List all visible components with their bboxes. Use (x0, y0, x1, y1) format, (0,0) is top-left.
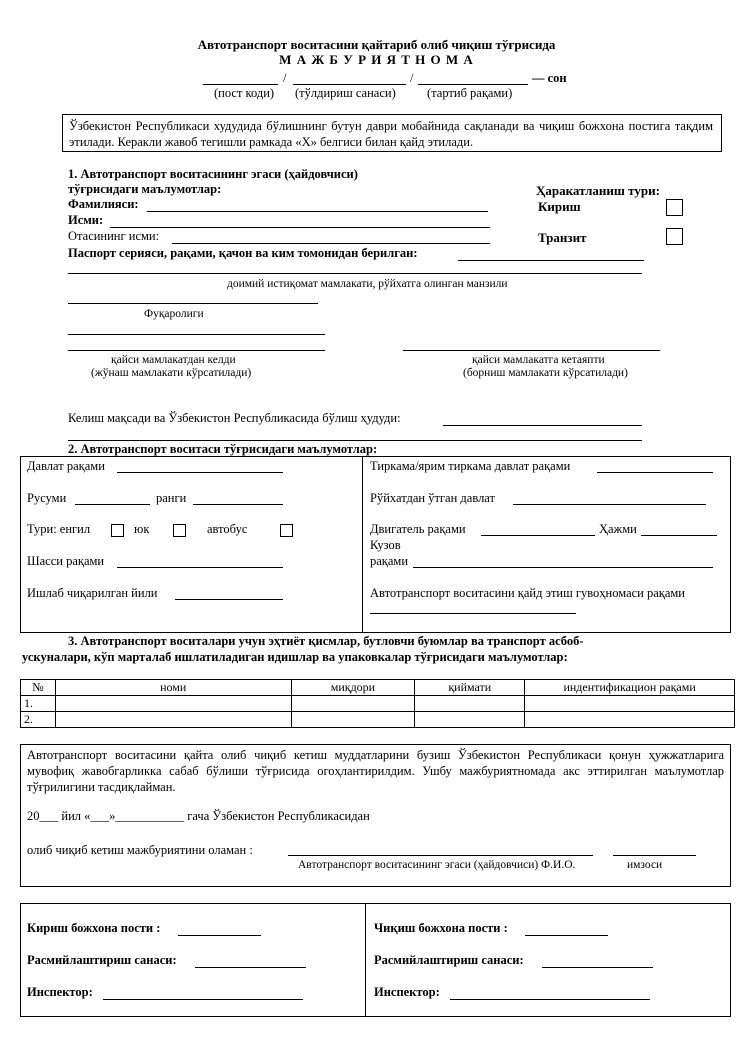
order-number-caption: (тартиб рақами) (427, 86, 513, 100)
volume-label: Ҳажми (599, 522, 637, 536)
col-value-header: қиймати (415, 680, 525, 696)
chassis-field[interactable] (117, 567, 283, 568)
body-number-field[interactable] (413, 567, 713, 568)
reg-country-field[interactable] (513, 504, 706, 505)
owner-name-field[interactable] (288, 855, 593, 856)
vehicle-type-label: Тури: енгил (27, 522, 91, 536)
to-country-field[interactable] (403, 350, 660, 351)
col-number-header: № (21, 680, 56, 696)
to-country-caption-2: (борниш мамлакати кўрсатилади) (463, 367, 628, 379)
bus-label: автобус (207, 522, 248, 536)
entry-inspector-field[interactable] (103, 999, 303, 1000)
purpose-label: Келиш мақсади ва Ўзбекистон Республикасида бўлиш ҳудуди: (68, 411, 401, 425)
fill-date-caption: (тўлдириш санаси) (295, 86, 396, 100)
exit-reg-date-label: Расмийлаштириш санаси: (374, 953, 524, 967)
body-number-label: рақами (370, 554, 409, 568)
post-code-caption: (пост коди) (214, 86, 275, 100)
trailer-field[interactable] (597, 472, 713, 473)
model-label: Русуми (27, 491, 67, 505)
from-country-field[interactable] (68, 334, 325, 335)
exit-inspector-field[interactable] (450, 999, 650, 1000)
year-field[interactable] (175, 599, 283, 600)
customs-box-divider (365, 903, 366, 1017)
exit-reg-date-field[interactable] (542, 967, 653, 968)
exit-inspector-label: Инспектор: (374, 985, 440, 999)
entry-post-label: Кириш божхона пости : (27, 921, 161, 935)
to-country-caption: қайси мамлакатга кетаяпти (472, 354, 605, 366)
passport-field-2[interactable] (68, 273, 642, 274)
oblige-text: олиб чиқиб кетиш мажбуриятини оламан : (27, 843, 253, 857)
declaration-text: Автотранспорт воситасини қайта олиб чиқиб кетиш муддатларини бузиш Ўзбекистон Республикаси қонун ҳужжатларига мувофиқ жавобгарликка сабаб бўлиши тўғрисида огоҳлантирилдим. Ушбу мажбуриятномада акс эттирилган маълумотлар тўғрилигини тасдиқлайман. (27, 748, 724, 794)
purpose-field-2[interactable] (68, 440, 642, 441)
chassis-label: Шасси рақами (27, 554, 105, 568)
fill-date-field[interactable] (293, 84, 406, 85)
patronymic-field[interactable] (172, 243, 490, 244)
state-number-field[interactable] (117, 472, 283, 473)
trailer-label: Тиркама/ярим тиркама давлат рақами (370, 459, 571, 473)
reg-country-label: Рўйхатдан ўтган давлат (370, 491, 495, 505)
return-deadline-text: 20___ йил «___»___________ гача Ўзбекистон Республикасидан (27, 809, 370, 823)
items-table (20, 679, 735, 728)
item-name-cell[interactable] (55, 712, 291, 728)
year-label: Ишлаб чиқарилган йили (27, 586, 158, 600)
items-table-header (21, 680, 735, 696)
car-checkbox[interactable] (111, 524, 124, 537)
slash-1: / (283, 71, 287, 85)
section2-heading: 2. Автотранспорт воситаси тўғрисидаги маълумотлар: (68, 442, 378, 456)
item-id-cell[interactable] (525, 696, 735, 712)
name-label: Исми: (68, 213, 104, 227)
son-label: — сон (532, 71, 567, 85)
entry-reg-date-label: Расмийлаштириш санаси: (27, 953, 177, 967)
state-number-label: Давлат рақами (27, 459, 105, 473)
order-number-field[interactable] (418, 84, 528, 85)
exit-post-field[interactable] (525, 935, 608, 936)
truck-label: юк (134, 522, 150, 536)
document-title: Автотранспорт воситасини қайтариб олиб чиқиш тўғрисида (197, 37, 556, 52)
movement-type-label: Ҳаракатланиш тури: (536, 183, 660, 198)
residence-caption: доимий истиқомат мамлакати, рўйхатга олинган манзили (227, 278, 508, 290)
signature-caption: имзоси (627, 859, 663, 871)
from-country-field-2[interactable] (68, 350, 325, 351)
engine-field[interactable] (481, 535, 595, 536)
name-field[interactable] (110, 227, 490, 228)
owner-name-caption: Автотранспорт воситасининг эгаси (ҳайдовчиси) Ф.И.О. (298, 859, 576, 871)
col-name-header: номи (55, 680, 291, 696)
entry-reg-date-field[interactable] (195, 967, 306, 968)
purpose-field[interactable] (443, 425, 642, 426)
item-value-cell[interactable] (415, 712, 525, 728)
transit-checkbox[interactable] (666, 228, 683, 245)
instructions-box (62, 114, 722, 152)
entry-inspector-label: Инспектор: (27, 985, 93, 999)
exit-post-label: Чиқиш божхона пости : (374, 921, 508, 935)
passport-label: Паспорт серияси, рақами, қачон ва ким томонидан берилган: (68, 246, 418, 260)
section1-heading: 1. Автотранспорт воситасининг эгаси (ҳайдовчиси) (68, 167, 358, 181)
entry-post-field[interactable] (178, 935, 261, 936)
slash-2: / (410, 71, 414, 85)
citizenship-caption: Фуқаролиги (144, 308, 204, 320)
engine-label: Двигатель рақами (370, 522, 466, 536)
section3-heading-2: ускуналари, кўп марталаб ишлатиладиган идишлар ва упаковкалар тўғрисидаги маълумотлар: (22, 650, 568, 664)
vehicle-box-divider (362, 456, 363, 633)
cert-label: Автотранспорт воситасини қайд этиш гувоҳномаси рақами (370, 586, 685, 600)
item-quantity-cell[interactable] (291, 696, 415, 712)
volume-field[interactable] (641, 535, 717, 536)
color-label: ранги (156, 491, 187, 505)
citizenship-field[interactable] (68, 303, 318, 304)
bus-checkbox[interactable] (280, 524, 293, 537)
post-code-field[interactable] (203, 84, 278, 85)
passport-field[interactable] (458, 260, 644, 261)
table-row (21, 696, 735, 712)
table-row (21, 712, 735, 728)
col-id-header: индентификацион рақами (525, 680, 735, 696)
signature-field[interactable] (613, 855, 696, 856)
surname-field[interactable] (147, 211, 488, 212)
instructions-text: Ўзбекистон Республикаси худудида бўлишнинг бутун даври мобайнида сақланади ва чиқиш божхона постига тақдим этилади. Керакли жавоб тегишли рамкада «Х» белгиси билан қайд этилади. (69, 119, 713, 149)
row-number: 2. (21, 712, 56, 728)
entry-label: Кириш (538, 199, 581, 214)
section3-heading: 3. Автотранспорт воситалари учун эҳтиёт қисмлар, бутловчи буюмлар ва транспорт асбоб- (68, 634, 584, 648)
cert-field[interactable] (370, 613, 576, 614)
declaration-box (20, 744, 731, 887)
section1-heading-2: тўғрисидаги маълумотлар: (68, 182, 222, 196)
model-field[interactable] (75, 504, 150, 505)
item-quantity-cell[interactable] (291, 712, 415, 728)
from-country-caption-2: (жўнаш мамлакати кўрсатилади) (91, 367, 252, 379)
from-country-caption: қайси мамлакатдан келди (111, 354, 236, 366)
entry-checkbox[interactable] (666, 199, 683, 216)
item-id-cell[interactable] (525, 712, 735, 728)
document-title-main: М А Ж Б У Р И Я Т Н О М А (279, 52, 474, 67)
item-name-cell[interactable] (55, 696, 291, 712)
surname-label: Фамилияси: (68, 197, 139, 211)
item-value-cell[interactable] (415, 696, 525, 712)
body-label: Кузов (370, 538, 401, 552)
row-number: 1. (21, 696, 56, 712)
color-field[interactable] (193, 504, 283, 505)
truck-checkbox[interactable] (173, 524, 186, 537)
col-quantity-header: миқдори (291, 680, 415, 696)
patronymic-label: Отасининг исми: (68, 229, 160, 243)
transit-label: Транзит (538, 230, 587, 245)
